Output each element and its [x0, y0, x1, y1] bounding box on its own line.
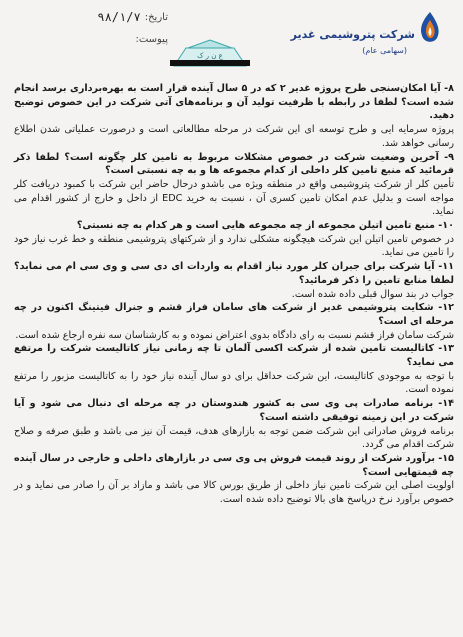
date-row [18, 6, 168, 28]
letter-body [14, 82, 454, 507]
question-8: ۸- آیا امکان‌سنجی طرح پروژه غدیر ۲ که در ۵ سال آینده قرار است به بهره‌برداری برسد انجام شده است؟ لطفا در رابطه با ظرفیت تولید آن و برنامه‌های آتی شرکت در این خصوص توضیح دهید. [14, 83, 454, 122]
letter-header [0, 0, 463, 80]
question-12: ۱۲- شکایت پتروشیمی غدیر از شرکت های سامان فراز قشم و جنرال فیتینگ اکنون در چه مرحله ای است؟ [14, 302, 454, 327]
attachment-row [18, 28, 168, 50]
answer-12: شرکت سامان فراز قشم نسبت به رای دادگاه بدوی اعتراض نموده و به کارشناسان سه نفره ارجاع شده است. [15, 329, 454, 341]
received-stamp-icon [168, 38, 252, 68]
date-label: تاریخ: [144, 11, 168, 23]
company-type: (سهامی عام) [362, 46, 407, 55]
company-name: شرکت پتروشیمی غدیر [290, 28, 415, 41]
date-value: ۹۸/۱/۷ [97, 10, 141, 24]
company-logo [290, 6, 453, 68]
question-13: ۱۳- کاتالیست تامین شده از شرکت اکسی آلمان تا چه زمانی نیاز کاتالیست شرکت را مرتفع می نماید؟ [14, 343, 454, 369]
answer-9: تأمین کلر از شرکت پتروشیمی واقع در منطقه ویژه می باشدو درحال حاضر این شرکت با کمبود دریافت کلر مواجه است و بدلیل عدم امکان تامین کسری آن ، نسبت به خرید EDC از داخل و خارج از کشور اقدام می نماید. [14, 178, 454, 218]
question-14: ۱۴- برنامه صادرات پی وی سی به کشور هندوستان در چه مرحله ای دنبال می شود و آیا شرکت در این زمینه توفیقی داشته است؟ [14, 398, 454, 423]
question-15: ۱۵- برآورد شرکت از روند قیمت فروش پی وی سی در بازارهای داخلی و خارجی در سال آینده چه قیمتهایی است؟ [14, 452, 454, 478]
stamp-text: ع ن ر ک [197, 52, 223, 60]
question-9: ۹- آخرین وضعیت شرکت در خصوص مشکلات مربوط به تامین کلر چگونه است؟ لطفا ذکر فرمائید که منبع تامین کلر داخلی از کدام مجموعه ها و به چه نسبتی است؟ [14, 151, 454, 177]
answer-11: جواب در بند سوال قبلی داده شده است. [291, 288, 454, 300]
answer-8: پروژه سرمایه ایی و طرح توسعه ای این شرکت در مرحله مطالعاتی است و درصورت عملیاتی شدن اطلاع رسانی خواهد شد. [14, 124, 454, 149]
flame-logo-icon [415, 10, 445, 44]
question-10: ۱۰- منبع تامین اتیلن مجموعه از چه مجموعه هایی است و هر کدام به چه نسبتی؟ [76, 220, 454, 232]
letter-meta [18, 6, 168, 50]
answer-13: با توجه به موجودی کاتالیست، این شرکت حداقل برای دو سال آینده نیاز خود را به کاتالیست مزبور را مرتفع نموده است. [14, 370, 454, 396]
answer-10: در خصوص تامین اتیلن این شرکت هیچگونه مشکلی ندارد و از شرکتهای پتروشیمی منطقه و خط غرب نیاز خود را تامین می نماید. [14, 233, 454, 259]
attachment-label: پیوست: [135, 33, 168, 45]
question-11: ۱۱- آیا شرکت برای جبران کلر مورد نیاز اقدام به واردات ای دی سی و وی سی ام می نماید؟ لطفا منابع تامین را ذکر فرمائید؟ [14, 261, 454, 286]
answer-15: اولویت اصلی این شرکت تامین نیاز داخلی از طریق بورس کالا می باشد و مازاد بر آن را صادر می نماید و در خصوص برآورد نرخ درپاسخ های بالا توضیح داده شده است. [14, 480, 454, 506]
answer-14: برنامه فروش صادراتی این شرکت ضمن توجه به بازارهای هدف، قیمت آن نیز می باشد و طبق صرفه و صلاح شرکت اقدام می گردد. [14, 425, 454, 451]
